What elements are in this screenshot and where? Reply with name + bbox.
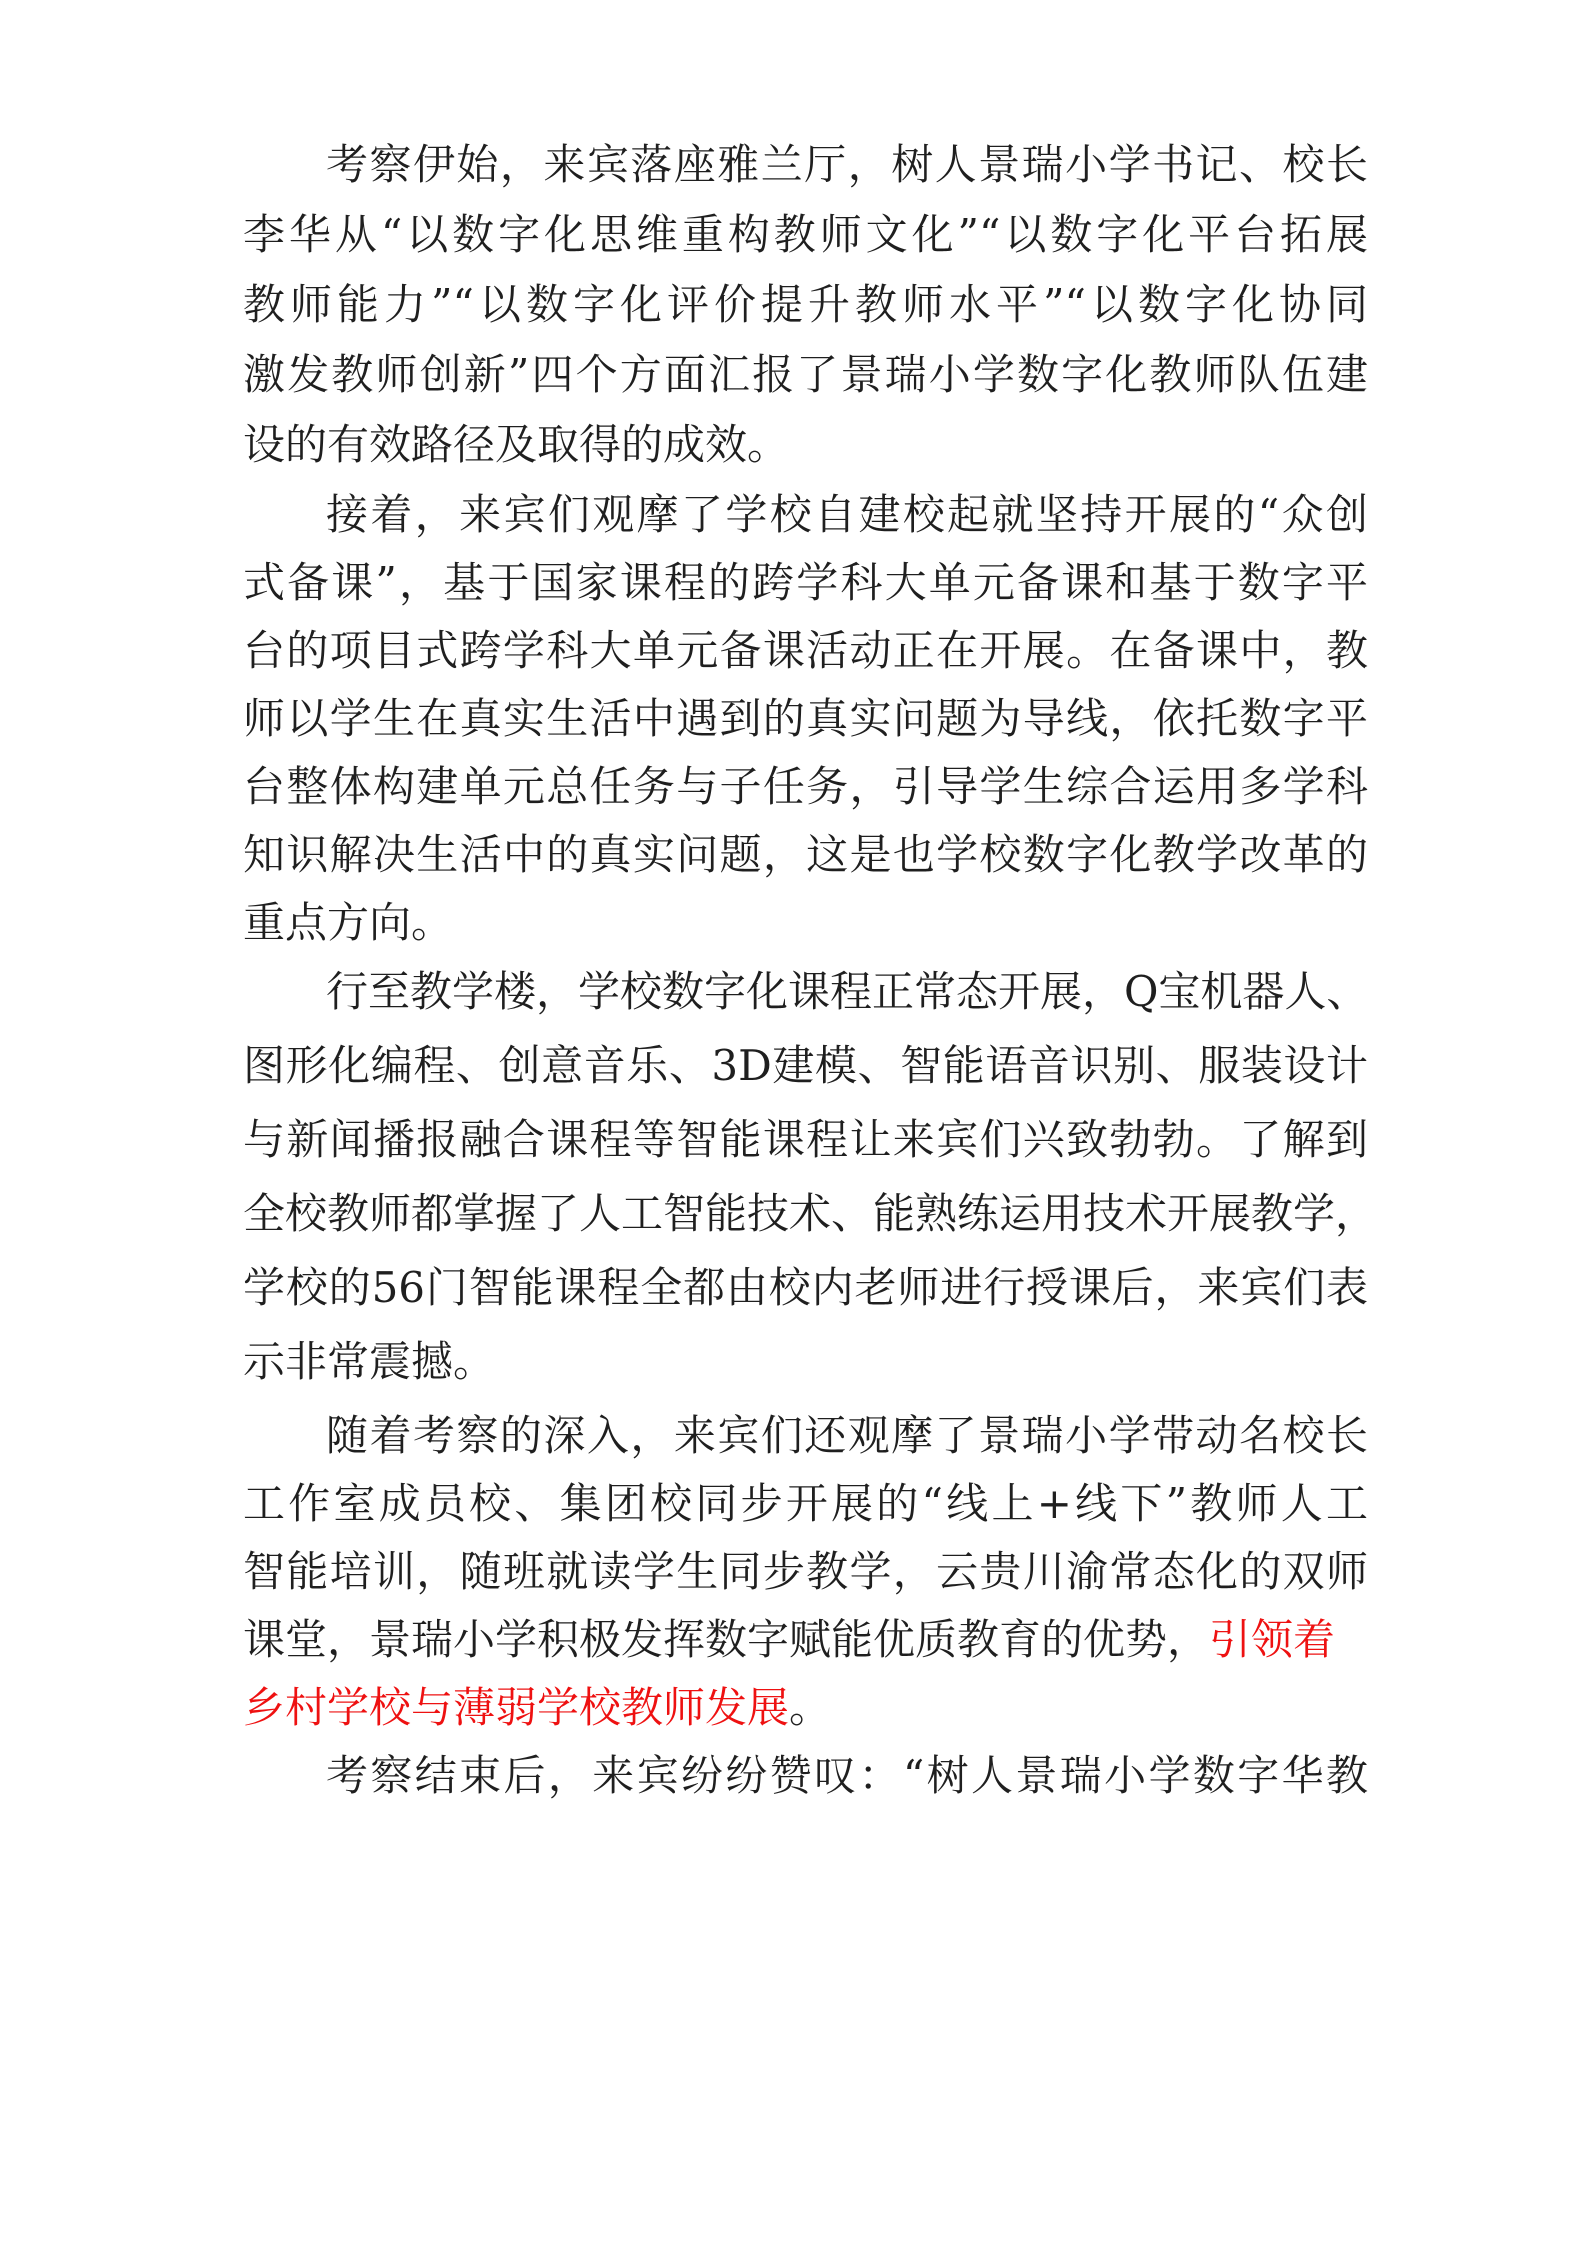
paragraph-3-line-4: 全校教师都掌握了人工智能技术、能熟练运用技术开展教学， (243, 1189, 1378, 1238)
paragraph-2-line-1: 接着，来宾们观摩了学校自建校起就坚持开展的“众创 (326, 490, 1368, 539)
paragraph-1-line-1: 考察伊始，来宾落座雅兰厅，树人景瑞小学书记、校长 (326, 140, 1368, 189)
paragraph-1-line-4: 激发教师创新”四个方面汇报了景瑞小学数字化教师队伍建 (243, 350, 1368, 399)
highlight-line: 乡村学校与薄弱学校教师发展 (243, 1683, 790, 1732)
paragraph-3-line-6: 示非常震撼。 (243, 1337, 496, 1386)
paragraph-4-line-1: 随着考察的深入，来宾们还观摩了景瑞小学带动名校长 (326, 1411, 1368, 1460)
highlight-inline: 引领着 (1209, 1615, 1336, 1664)
paragraph-2-line-3: 台的项目式跨学科大单元备课活动正在开展。在备课中，教 (243, 626, 1368, 675)
paragraph-4-line-4-text: 课堂，景瑞小学积极发挥数字赋能优质教育的优势， (243, 1615, 1210, 1664)
paragraph-1-line-3: 教师能力”“以数字化评价提升教师水平”“以数字化协同 (243, 280, 1368, 329)
paragraph-3-line-1: 行至教学楼，学校数字化课程正常态开展，Q宝机器人、 (326, 967, 1369, 1016)
paragraph-2-line-7: 重点方向。 (243, 898, 454, 947)
paragraph-3-line-3: 与新闻播报融合课程等智能课程让来宾们兴致勃勃。了解到 (243, 1115, 1368, 1164)
paragraph-4-line-5 (243, 1678, 1368, 1738)
paragraph-4-line-4 (243, 1610, 1368, 1670)
paragraph-4-line-3: 智能培训，随班就读学生同步教学，云贵川渝常态化的双师 (243, 1547, 1368, 1596)
paragraph-4-line-2: 工作室成员校、集团校同步开展的“线上+线下”教师人工 (243, 1479, 1368, 1528)
paragraph-3-line-5: 学校的56门智能课程全都由校内老师进行授课后，来宾们表 (243, 1263, 1368, 1312)
paragraph-2-line-4: 师以学生在真实生活中遇到的真实问题为导线，依托数字平 (243, 694, 1368, 743)
paragraph-3-line-2: 图形化编程、创意音乐、3D建模、智能语音识别、服装设计 (243, 1041, 1368, 1090)
paragraph-2-line-5: 台整体构建单元总任务与子任务，引导学生综合运用多学科 (243, 762, 1368, 811)
highlight-line-end: 。 (789, 1683, 832, 1732)
paragraph-1-line-2: 李华从“以数字化思维重构教师文化”“以数字化平台拓展 (243, 210, 1368, 259)
paragraph-2-line-6: 知识解决生活中的真实问题，这是也学校数字化教学改革的 (243, 830, 1368, 879)
paragraph-5-line-1: 考察结束后，来宾纷纷赞叹：“树人景瑞小学数字华教 (326, 1751, 1368, 1800)
paragraph-2-line-2: 式备课”，基于国家课程的跨学科大单元备课和基于数字平 (243, 558, 1368, 607)
paragraph-1-line-5: 设的有效路径及取得的成效。 (243, 420, 790, 469)
